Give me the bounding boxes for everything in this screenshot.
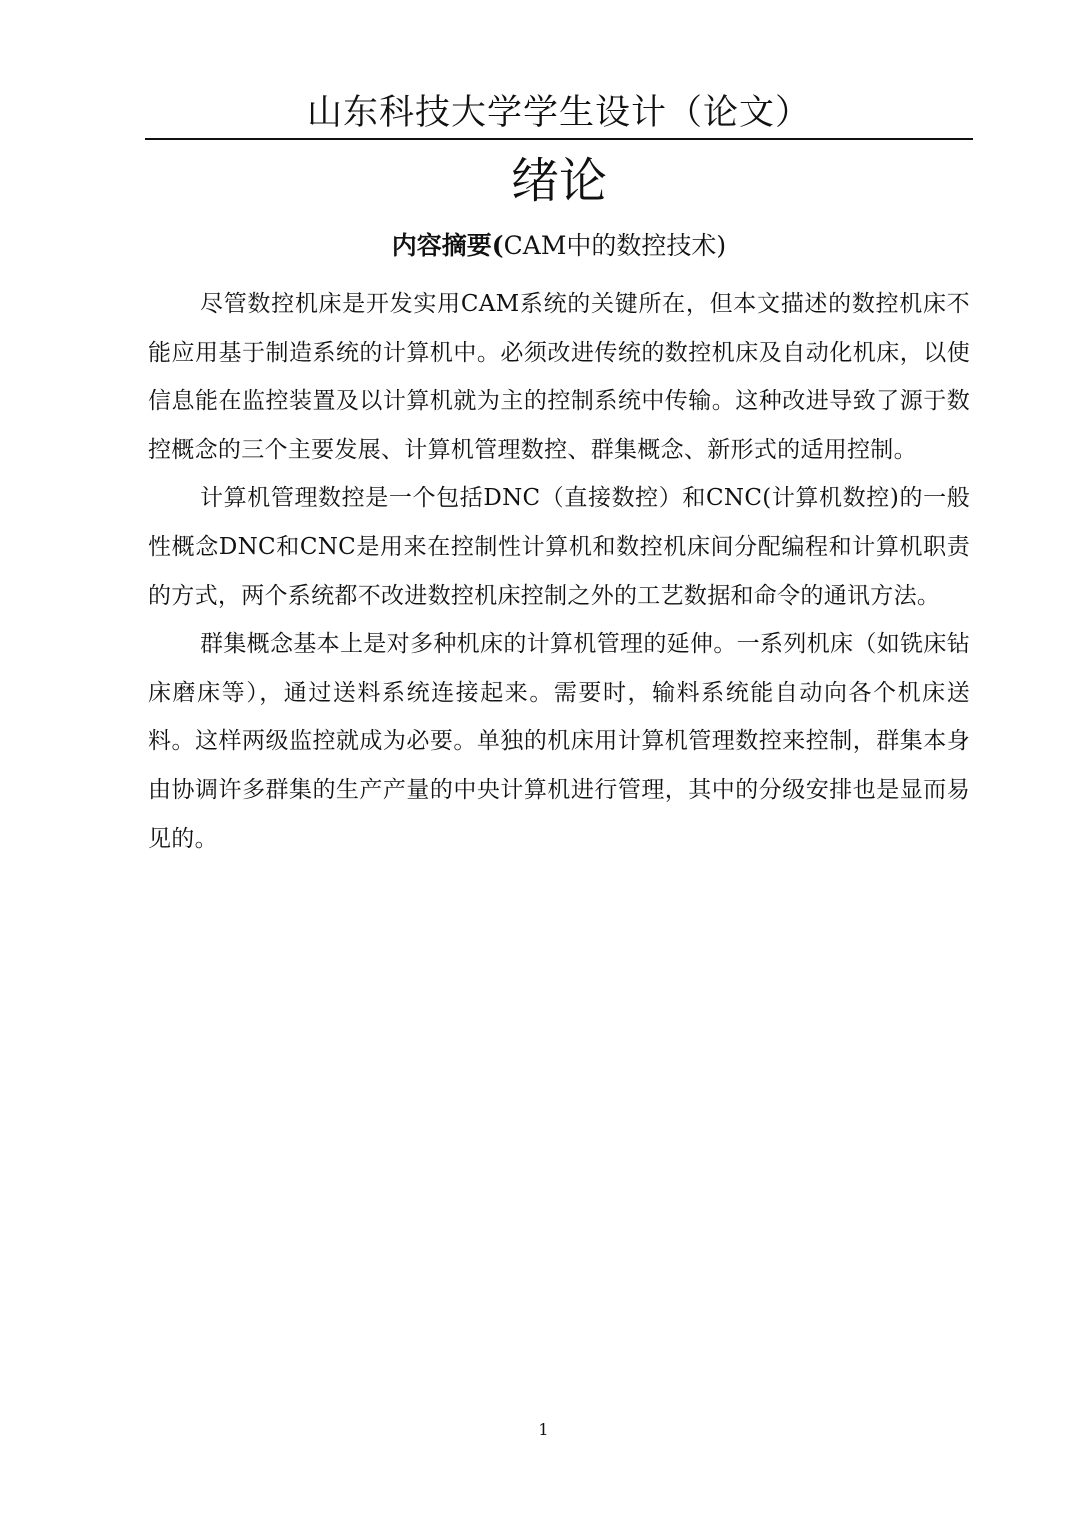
abstract-heading-subject: CAM中的数控技术) bbox=[503, 231, 727, 260]
abstract-heading bbox=[145, 228, 973, 264]
running-header: 山东科技大学学生设计（论文） bbox=[306, 93, 811, 133]
page-number: 1 bbox=[538, 1420, 549, 1439]
paragraph-2: 计算机管理数控是一个包括DNC（直接数控）和CNC(计算机数控)的一般性概念DNC和CNC是用来在控制性计算机和数控机床间分配编程和计算机职责的方式，两个系统都不改进数控机床控制之外的工艺数据和命令的通讯方法。 bbox=[148, 485, 970, 609]
paragraph-1: 尽管数控机床是开发实用CAM系统的关键所在，但本文描述的数控机床不能应用基于制造系统的计算机中。必须改进传统的数控机床及自动化机床，以使信息能在监控装置及以计算机就为主的控制系统中传输。这种改进导致了源于数控概念的三个主要发展、计算机管理数控、群集概念、新形式的适用控制。 bbox=[148, 291, 970, 463]
abstract-heading-bold: 内容摘要( bbox=[391, 231, 504, 260]
header-rule bbox=[145, 138, 973, 140]
paragraph-3: 群集概念基本上是对多种机床的计算机管理的延伸。一系列机床（如铣床钻床磨床等），通过送料系统连接起来。需要时，输料系统能自动向各个机床送料。这样两级监控就成为必要。单独的机床用计算机管理数控来控制，群集本身由协调许多群集的生产产量的中央计算机进行管理，其中的分级安排也是显而易见的。 bbox=[148, 631, 970, 852]
body-text bbox=[148, 280, 970, 863]
chapter-title: 绪论 bbox=[510, 153, 607, 209]
